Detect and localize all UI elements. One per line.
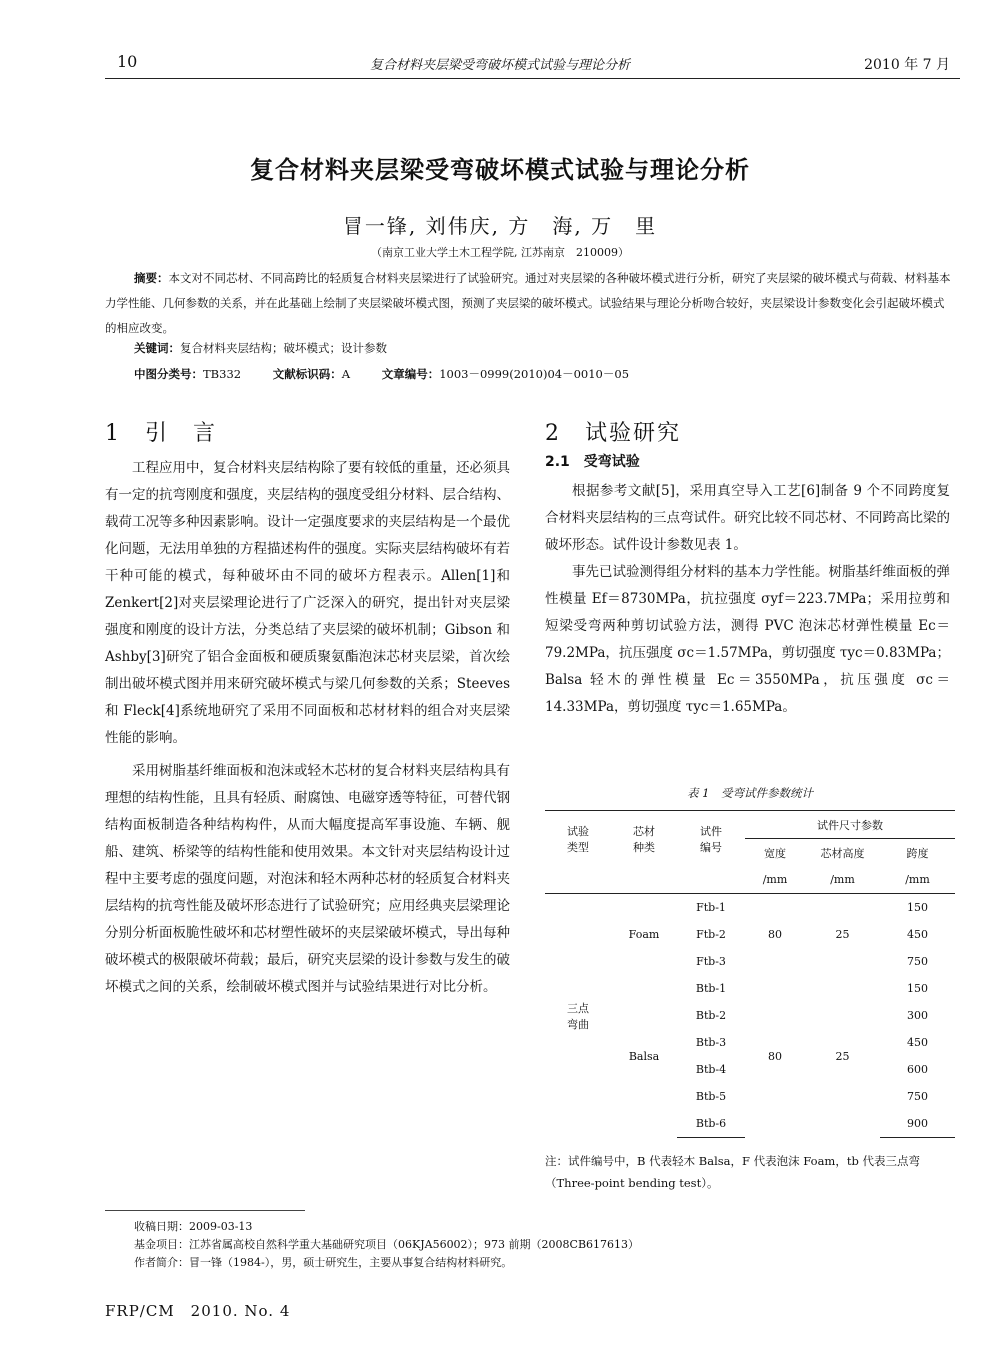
- section-2-heading: 2 试验研究: [545, 421, 681, 446]
- article-title: 复合材料夹层梁受弯破坏模式试验与理论分析: [250, 156, 750, 184]
- test-paragraph-2: 事先已试验测得组分材料的基本力学性能。树脂基纤维面板的弹性模量 Ef＝8730MPa，抗拉强度 σyf＝223.7MPa；采用拉剪和短梁受弯两种剪切试验方法，测得 PVC 泡沫芯材弹性模量 Ec＝79.2MPa，抗压强度 σc＝1.57MPa，剪切强度 τyc＝0.83MPa；Balsa 轻木的弹性模量 Ec＝3550MPa，抗压强度 σc＝14.33MPa，剪切强度 τyc＝1.65MPa。: [545, 564, 950, 715]
- table-row-span: 600: [907, 1063, 928, 1076]
- keywords-text: 复合材料夹层结构；破坏模式；设计参数: [180, 341, 387, 355]
- section-1-heading: 1 引 言: [105, 421, 217, 446]
- abstract-label: 摘要：: [134, 271, 169, 285]
- cell-foam-width: 80: [768, 928, 782, 941]
- table-1: [545, 810, 955, 1138]
- table-row-span: 750: [907, 955, 928, 968]
- page-number: 10: [117, 52, 138, 71]
- table-row: Btb-2: [695, 1009, 727, 1022]
- table-row-span: 450: [907, 928, 928, 941]
- article-no-value: 1003－0999(2010)04－0010－05: [439, 367, 630, 381]
- doc-code-value: A: [341, 367, 351, 381]
- cell-core-foam: Foam: [628, 928, 660, 941]
- table-row-span: 750: [907, 1090, 928, 1103]
- journal-footer: FRP/CM 2010. No. 4: [105, 1302, 291, 1320]
- classification: [134, 366, 629, 382]
- table-row: Btb-6: [677, 1110, 745, 1138]
- abstract-text: 本文对不同芯材、不同高跨比的轻质复合材料夹层梁进行了试验研究。通过对夹层梁的各种破坏模式进行分析，研究了夹层梁的破坏模式与荷载、材料基本力学性能、几何参数的关系，并在此基础上绘制了夹层梁破坏模式图，预测了夹层梁的破坏模式。试验结果与理论分析吻合较好，夹层梁设计参数变化会引起破坏模式的相应改变。: [105, 271, 951, 335]
- th-test-type: 试验 类型: [545, 811, 611, 867]
- th-width: 宽度: [764, 846, 786, 860]
- running-title: 复合材料夹层梁受弯破坏模式试验与理论分析: [369, 58, 630, 73]
- left-column: [105, 420, 510, 1001]
- cell-balsa-core-height: 25: [835, 1049, 850, 1063]
- table-row: Btb-1: [695, 982, 727, 995]
- th-core-height: 芯材高度: [820, 846, 865, 860]
- table-row-span: 450: [907, 1036, 928, 1049]
- subsection-2-1-heading: 2.1 受弯试验: [545, 454, 640, 470]
- th-unit: /mm: [805, 866, 880, 894]
- table-row: Ftb-1: [696, 901, 726, 914]
- table-row: Ftb-2: [696, 928, 726, 941]
- th-unit: /mm: [745, 866, 805, 894]
- table-row: Ftb-3: [696, 955, 726, 968]
- test-paragraph-1: 根据参考文献[5]，采用真空导入工艺[6]制备 9 个不同跨度复合材料夹层结构的三点弯试件。研究比较不同芯材、不同跨高比梁的破坏形态。试件设计参数见表 1。: [545, 483, 950, 553]
- keywords: [134, 340, 387, 356]
- table-row: Btb-4: [695, 1063, 727, 1076]
- table-row: Btb-5: [695, 1090, 727, 1103]
- footnote-fund: 基金项目：江苏省属高校自然科学重大基础研究项目（06KJA56002）；973 前期（2008CB617613）: [134, 1238, 640, 1251]
- affiliation: （南京工业大学土木工程学院, 江苏南京 210009）: [371, 246, 629, 259]
- table-row-span: 900: [880, 1110, 955, 1138]
- cell-core-balsa: Balsa: [628, 1049, 660, 1063]
- cell-foam-core-height: 25: [835, 928, 850, 941]
- table-row: Btb-3: [695, 1036, 727, 1049]
- th-unit: /mm: [880, 866, 955, 894]
- footnote-rule: [105, 1210, 305, 1211]
- cell-test-type: 三点 弯曲: [567, 1001, 589, 1031]
- footnote-author: 作者简介：冒一锋（1984-），男，硕士研究生，主要从事复合结构材料研究。: [134, 1256, 513, 1269]
- intro-paragraph-1: 工程应用中，复合材料夹层结构除了要有较低的重量，还必须具有一定的抗弯刚度和强度，夹层结构的强度受组分材料、层合结构、载荷工况等多种因素影响。设计一定强度要求的夹层结构是一个最优化问题，无法用单独的方程描述构件的强度。实际夹层结构破坏有若干种可能的模式，每种破坏由不同的破坏方程表示。Allen[1]和 Zenkert[2]对夹层梁理论进行了广泛深入的研究，提出针对夹层梁强度和刚度的设计方法，分类总结了夹层梁的破坏机制；Gibson 和 Ashby[3]研究了铝合金面板和硬质聚氨酯泡沫芯材夹层梁，首次绘制出破坏模式图并用来研究破坏模式与梁几何参数的关系；Steeves 和 Fleck[4]系统地研究了采用不同面板和芯材材料的组合对夹层梁性能的影响。: [105, 460, 510, 746]
- issue-date: 2010 年 7 月: [864, 57, 950, 73]
- table-row-span: 150: [907, 982, 928, 995]
- table-row-span: 150: [907, 901, 928, 914]
- right-column: [545, 420, 950, 721]
- th-specimen-id: 试件 编号: [677, 811, 745, 867]
- article-no-label: 文章编号：: [381, 367, 440, 381]
- authors: 冒一锋, 刘伟庆, 方 海, 万 里: [342, 214, 658, 238]
- footnote-received: 收稿日期：2009-03-13: [134, 1220, 253, 1233]
- clc-value: TB332: [203, 367, 242, 381]
- doc-code-label: 文献标识码：: [272, 367, 342, 381]
- keywords-label: 关键词：: [134, 341, 180, 355]
- intro-paragraph-2: 采用树脂基纤维面板和泡沫或轻木芯材的复合材料夹层结构具有理想的结构性能，且具有轻质、耐腐蚀、电磁穿透等特征，可替代钢结构面板制造各种结构构件，从而大幅度提高军事设施、车辆、舰船、建筑、桥梁等的结构性能和使用效果。本文针对夹层结构设计过程中主要考虑的强度问题，对泡沫和轻木两种芯材的轻质复合材料夹层结构的抗弯性能及破坏形态进行了试验研究；应用经典夹层梁理论分别分析面板脆性破坏和芯材塑性破坏的夹层梁破坏模式，导出每种破坏模式的极限破坏荷载；最后，研究夹层梁的设计参数与发生的破坏模式之间的关系，绘制破坏模式图并与试验结果进行对比分析。: [105, 763, 510, 995]
- header-rule: [105, 78, 960, 79]
- th-dimensions: 试件尺寸参数: [745, 811, 955, 839]
- th-span: 跨度: [906, 846, 929, 860]
- th-core-type: 芯材 种类: [611, 811, 677, 867]
- table-row-span: 300: [907, 1009, 928, 1022]
- clc-label: 中图分类号：: [134, 367, 203, 381]
- abstract: [105, 266, 955, 341]
- cell-balsa-width: 80: [768, 1049, 782, 1063]
- table-1-note: 注：试件编号中，B 代表轻木 Balsa，F 代表泡沫 Foam，tb 代表三点弯（Three-point bending test）。: [545, 1154, 920, 1190]
- table-1-caption: 表 1 受弯试件参数统计: [687, 786, 813, 800]
